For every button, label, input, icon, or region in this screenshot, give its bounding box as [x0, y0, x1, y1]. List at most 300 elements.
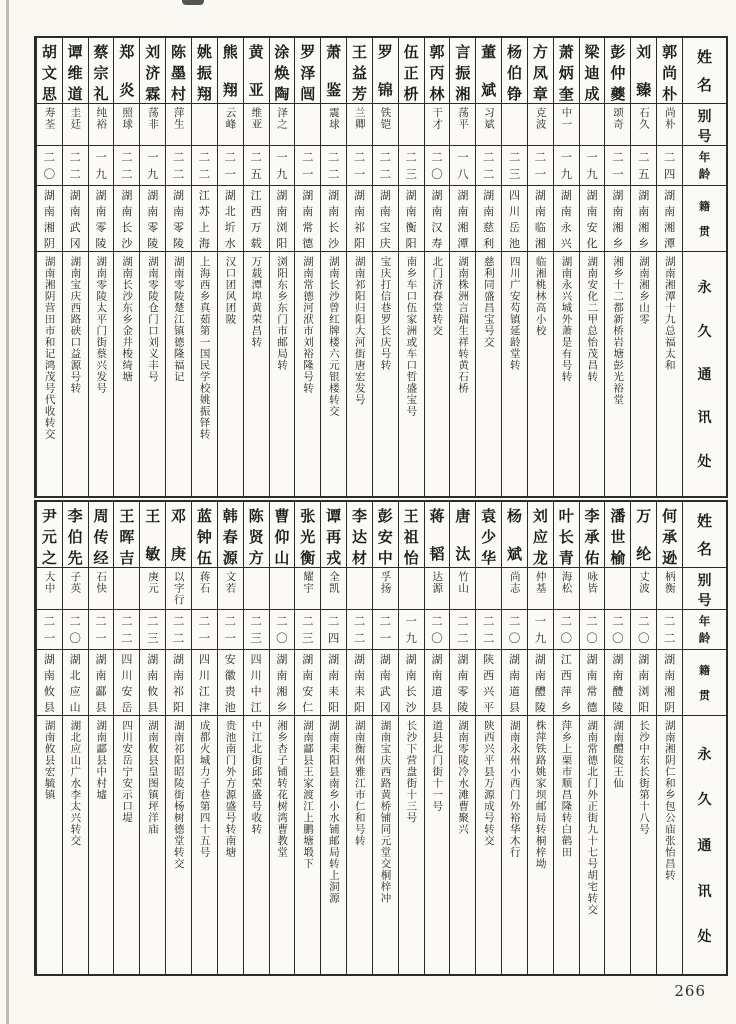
person-age: 二 五	[631, 146, 656, 186]
person-age: 二 〇	[554, 610, 579, 650]
person-native-place: 湖 南 祁 阳	[347, 186, 372, 252]
person-address: 长沙下营盘街十三号	[405, 720, 418, 824]
person-name: 胡 文 思	[37, 38, 62, 104]
person-name: 叶 长 青	[554, 502, 579, 568]
person-native-place: 湖 南 安 仁	[295, 650, 320, 716]
person-column	[139, 38, 165, 496]
person-age: 二 二	[321, 146, 346, 186]
person-alias: 荡平	[450, 104, 475, 146]
person-age: 二 三	[399, 146, 424, 186]
person-column	[36, 502, 62, 974]
person-native-place: 湖 南 攸 县	[37, 650, 62, 716]
header-name-label: 姓 名	[683, 38, 726, 104]
person-alias: 尚朴	[657, 104, 682, 146]
person-alias: 荡非	[140, 104, 165, 146]
person-age: 二 三	[502, 146, 527, 186]
person-column	[165, 38, 191, 496]
person-age: 二 一	[528, 146, 553, 186]
person-alias	[244, 568, 269, 610]
person-address: 湖南湘阴营田市和记鸿茂号代收转交	[43, 256, 56, 440]
header-age-label: 年 龄	[683, 146, 726, 186]
person-name: 熊 翔	[218, 38, 243, 104]
person-native-place: 湖 南 零 陵	[140, 186, 165, 252]
person-address: 贵池南门外方源盛号转南塘	[224, 720, 237, 858]
header-column	[682, 502, 726, 974]
person-native-place: 湖 南 耒 阳	[321, 650, 346, 716]
person-column	[398, 38, 424, 496]
person-name: 蔡 宗 礼	[89, 38, 114, 104]
person-native-place: 湖 南 耒 阳	[347, 650, 372, 716]
person-address: 四川安岳宁安示口堤	[121, 720, 134, 824]
person-name: 王 益 芳	[347, 38, 372, 104]
person-native-place: 湖 南 湘 乡	[631, 186, 656, 252]
person-column	[217, 38, 243, 496]
person-native-place: 湖 北 应 山	[63, 650, 88, 716]
person-alias: 文若	[218, 568, 243, 610]
person-address: 湖南攸县皇图镇坪洋庙	[146, 720, 159, 835]
person-name: 黄 亚	[244, 38, 269, 104]
person-address: 浏阳东乡东门市邮局转	[276, 256, 289, 371]
person-age: 二 二	[114, 610, 139, 650]
person-column	[269, 502, 295, 974]
person-native-place: 湖 南 零 陵	[450, 650, 475, 716]
person-age: 二 二	[347, 610, 372, 650]
person-column	[165, 502, 191, 974]
person-alias: 蒋石	[192, 568, 217, 610]
person-column	[424, 38, 450, 496]
person-address: 道县北门街十一号	[431, 720, 444, 812]
person-age: 二 四	[657, 146, 682, 186]
person-age: 二 〇	[63, 610, 88, 650]
person-native-place: 湖 南 祁 阳	[166, 650, 191, 716]
scan-ink-blot	[182, 0, 204, 5]
person-age: 二 四	[321, 610, 346, 650]
person-column	[449, 38, 475, 496]
person-column	[449, 502, 475, 974]
person-age: 二 一	[347, 146, 372, 186]
person-age: 二 一	[218, 610, 243, 650]
person-age: 二 〇	[425, 146, 450, 186]
person-alias: 海松	[554, 568, 579, 610]
person-age: 二 三	[140, 610, 165, 650]
person-column	[372, 38, 398, 496]
person-age: 一 九	[528, 610, 553, 650]
person-age: 一 九	[580, 146, 605, 186]
person-address: 湖南耒阳县南乡小水铺邮局转上洞源	[327, 720, 340, 904]
person-alias	[114, 568, 139, 610]
person-address: 湖南醴陵王仙	[612, 720, 625, 789]
person-name: 李 伯 先	[63, 502, 88, 568]
person-age: 一 八	[450, 146, 475, 186]
person-name: 萧 鉴	[321, 38, 346, 104]
person-native-place: 湖 南 常 德	[295, 186, 320, 252]
person-address: 湖南株洲言瑞生祥转黄石桥	[457, 256, 470, 394]
person-age: 二 〇	[580, 610, 605, 650]
person-name: 张 光 衡	[295, 502, 320, 568]
person-native-place: 湖 南 醴 陵	[605, 650, 630, 716]
person-address: 湖北应山广水李太兴转交	[69, 720, 82, 847]
person-column	[113, 502, 139, 974]
scan-gutter-line	[6, 0, 9, 1024]
person-address: 慈利同盛昌宝号交	[482, 256, 495, 348]
person-native-place: 湖 南 常 德	[580, 650, 605, 716]
header-address-label: 永 久 通 讯 处	[697, 746, 712, 946]
person-column	[475, 502, 501, 974]
person-name: 董 斌	[476, 38, 501, 104]
person-age: 二 二	[192, 146, 217, 186]
person-name: 罗 泽 闿	[295, 38, 320, 104]
person-age: 一 九	[140, 146, 165, 186]
person-native-place: 湖 南 湘 阴	[657, 650, 682, 716]
person-address: 中江北街邱荣盛号收转	[250, 720, 263, 835]
person-alias: 萍生	[166, 104, 191, 146]
person-alias	[399, 568, 424, 610]
person-name: 王 敏	[140, 502, 165, 568]
person-address: 湖南衡州雅江市仁和号转	[353, 720, 366, 847]
person-column	[191, 38, 217, 496]
person-alias: 孚扬	[373, 568, 398, 610]
person-name: 谭 维 道	[63, 38, 88, 104]
person-alias: 石快	[89, 568, 114, 610]
person-address: 长沙中东长街第十八号	[637, 720, 650, 835]
person-address: 湖南零陵仓门口刘义丰号	[146, 256, 159, 383]
person-alias	[399, 104, 424, 146]
person-name: 唐 汰	[450, 502, 475, 568]
person-alias	[502, 104, 527, 146]
person-age: 二 〇	[502, 610, 527, 650]
person-name: 李 达 材	[347, 502, 372, 568]
person-address: 湖南湘潭十九总福太和	[663, 256, 676, 371]
person-alias	[270, 568, 295, 610]
person-name: 蓝 钟 伍	[192, 502, 217, 568]
person-name: 尹 元 之	[37, 502, 62, 568]
person-age: 二 一	[373, 610, 398, 650]
person-alias	[295, 104, 320, 146]
person-address: 湖南常德河洑市刘裕隆号转	[302, 256, 315, 394]
person-column	[604, 38, 630, 496]
person-address: 湖南零陵太平门街蔡兴发号	[95, 256, 108, 394]
person-alias: 尚志	[502, 568, 527, 610]
person-age: 二 二	[166, 146, 191, 186]
person-column	[36, 38, 62, 496]
person-address: 成都火城力子巷第四十五号	[198, 720, 211, 858]
person-alias: 纯裕	[89, 104, 114, 146]
person-column	[475, 38, 501, 496]
person-alias: 大中	[37, 568, 62, 610]
person-age: 二 二	[476, 146, 501, 186]
person-column	[398, 502, 424, 974]
person-name: 姚 振 翔	[192, 38, 217, 104]
person-alias: 咏皆	[580, 568, 605, 610]
header-address-label: 永 久 通 讯 处	[697, 280, 712, 470]
person-column	[579, 502, 605, 974]
person-column	[139, 502, 165, 974]
person-column	[604, 502, 630, 974]
person-name: 涂 焕 陶	[270, 38, 295, 104]
person-name: 周 传 经	[89, 502, 114, 568]
person-native-place: 湖 南 安 化	[580, 186, 605, 252]
person-native-place: 湖 南 浏 阳	[631, 650, 656, 716]
person-address: 湖南祁阳昭陵街杨树德堂转交	[172, 720, 185, 870]
person-column	[243, 38, 269, 496]
person-age: 一 九	[554, 146, 579, 186]
person-native-place: 湖 南 湘 潭	[657, 186, 682, 252]
person-address: 萍乡上栗市顺昌隆转白鹤田	[560, 720, 573, 858]
person-alias: 铁铠	[373, 104, 398, 146]
person-alias: 克波	[528, 104, 553, 146]
person-name: 郭 丙 林	[425, 38, 450, 104]
person-native-place: 湖 北 圻 水	[218, 186, 243, 252]
person-column	[501, 38, 527, 496]
person-age: 二 〇	[37, 146, 62, 186]
person-name: 陈 墨 村	[166, 38, 191, 104]
person-native-place: 四 川 江 津	[192, 650, 217, 716]
person-age: 二 一	[89, 610, 114, 650]
person-alias: 干才	[425, 104, 450, 146]
person-name: 萧 炳 奎	[554, 38, 579, 104]
person-column	[88, 502, 114, 974]
person-address: 湖南安化二甲总怡茂昌转	[586, 256, 599, 383]
person-name: 刘 济 霖	[140, 38, 165, 104]
person-age: 二 五	[244, 146, 269, 186]
person-age: 二 二	[114, 146, 139, 186]
person-alias: 中一	[554, 104, 579, 146]
person-address: 万载潭埠黄荣昌转	[250, 256, 263, 348]
person-name: 蒋 韬	[425, 502, 450, 568]
person-native-place: 湖 南 永 兴	[554, 186, 579, 252]
person-address: 株萍铁路姚家坝邮局转桐梓坳	[534, 720, 547, 870]
person-native-place: 湖 南 浏 阳	[270, 186, 295, 252]
person-address: 宝庆打信巷罗长庆号转	[379, 256, 392, 371]
person-address: 湖南永州小西门外裕华木行	[508, 720, 521, 858]
person-alias	[605, 568, 630, 610]
person-age: 二 三	[244, 610, 269, 650]
person-column	[579, 38, 605, 496]
person-native-place: 湖 南 长 沙	[114, 186, 139, 252]
person-native-place: 湖 南 慈 利	[476, 186, 501, 252]
person-column	[630, 38, 656, 496]
person-column	[501, 502, 527, 974]
roster-table-bottom	[34, 500, 728, 976]
person-native-place: 湖 南 酃 县	[89, 650, 114, 716]
person-alias	[192, 104, 217, 146]
person-name: 郑 炎	[114, 38, 139, 104]
person-address: 陕西兴平县万源成号转交	[482, 720, 495, 847]
person-name: 王 祖 怡	[399, 502, 424, 568]
person-native-place: 湖 南 长 沙	[399, 650, 424, 716]
person-address: 湖南长沙东乡金井梭绮塘	[121, 256, 134, 383]
header-name-label: 姓 名	[683, 502, 726, 568]
person-address: 上海西乡真茹第一国民学校姚振铎转	[198, 256, 211, 440]
person-native-place: 湖 南 零 陵	[166, 186, 191, 252]
person-age: 二 二	[476, 610, 501, 650]
person-name: 言 振 湘	[450, 38, 475, 104]
person-column	[62, 502, 88, 974]
person-age: 二 〇	[605, 610, 630, 650]
person-native-place: 湖 南 湘 阴	[37, 186, 62, 252]
person-column	[424, 502, 450, 974]
person-alias: 丈波	[631, 568, 656, 610]
person-column	[294, 38, 320, 496]
person-name: 李 承 佑	[580, 502, 605, 568]
person-address: 湖南酃县王家渡江上鹏塘塅下	[302, 720, 315, 870]
person-alias: 石久	[631, 104, 656, 146]
person-column	[320, 502, 346, 974]
header-place-label: 籍 贯	[683, 186, 726, 252]
person-age: 二 一	[295, 146, 320, 186]
person-alias: 泽之	[270, 104, 295, 146]
person-column	[553, 38, 579, 496]
person-address: 湖南湘乡山零	[637, 256, 650, 325]
person-name: 杨 斌	[502, 502, 527, 568]
person-address: 湖南长沙曾红牌楼六元银楼转交	[327, 256, 340, 417]
person-native-place: 四 川 岳 池	[502, 186, 527, 252]
person-alias: 达源	[425, 568, 450, 610]
person-alias: 习斌	[476, 104, 501, 146]
person-native-place: 湖 南 道 县	[502, 650, 527, 716]
person-address: 湖南酃县中村墟	[95, 720, 108, 801]
person-native-place: 湖 南 零 陵	[89, 186, 114, 252]
person-address: 湖南祁阳归阳大河街唐宏发号	[353, 256, 366, 406]
person-native-place: 湖 南 武 冈	[373, 650, 398, 716]
person-age: 二 〇	[631, 610, 656, 650]
person-native-place: 湖 南 湘 潭	[450, 186, 475, 252]
person-native-place: 湖 南 汉 寿	[425, 186, 450, 252]
person-name: 陈 贤 方	[244, 502, 269, 568]
person-age: 一 九	[399, 610, 424, 650]
person-name: 曹 仰 山	[270, 502, 295, 568]
person-address: 湖南零陵冷水滩曹聚兴	[457, 720, 470, 835]
person-native-place: 湖 南 衡 阳	[399, 186, 424, 252]
person-column	[191, 502, 217, 974]
person-address: 湖南常德北门外正街九十七号胡宅转交	[586, 720, 599, 916]
person-name: 潘 世 榆	[605, 502, 630, 568]
person-age: 二 〇	[425, 610, 450, 650]
person-column	[630, 502, 656, 974]
person-name: 方 凤 章	[528, 38, 553, 104]
person-native-place: 湖 南 湘 乡	[605, 186, 630, 252]
person-alias: 全凯	[321, 568, 346, 610]
person-column	[243, 502, 269, 974]
person-age: 二 一	[192, 610, 217, 650]
person-column	[62, 38, 88, 496]
person-address: 湖南攸县宏毓镇	[43, 720, 56, 801]
person-alias: 竹山	[450, 568, 475, 610]
person-column	[88, 38, 114, 496]
person-column	[269, 38, 295, 496]
person-alias: 子英	[63, 568, 88, 610]
person-native-place: 江 西 万 载	[244, 186, 269, 252]
person-column	[527, 502, 553, 974]
person-column	[294, 502, 320, 974]
person-age: 二 一	[37, 610, 62, 650]
person-age: 二 一	[218, 146, 243, 186]
person-column	[217, 502, 243, 974]
person-alias: 颂奇	[605, 104, 630, 146]
person-age: 一 九	[270, 146, 295, 186]
person-name: 梁 迪 成	[580, 38, 605, 104]
person-name: 刘 臻	[631, 38, 656, 104]
person-alias: 维亚	[244, 104, 269, 146]
person-address: 南乡车口伍家洲或车口哲盛宝号	[405, 256, 418, 417]
person-name: 刘 应 龙	[528, 502, 553, 568]
person-column	[553, 502, 579, 974]
person-native-place: 四 川 安 岳	[114, 650, 139, 716]
person-alias: 柄衡	[657, 568, 682, 610]
header-age-label: 年 龄	[683, 610, 726, 650]
person-alias: 震球	[321, 104, 346, 146]
person-address: 湖南宝庆西路硖口益源号转	[69, 256, 82, 394]
header-column	[682, 38, 726, 496]
person-alias	[580, 104, 605, 146]
person-address: 汉口团风团陂	[224, 256, 237, 325]
person-native-place: 四 川 中 江	[244, 650, 269, 716]
person-address: 湖南零陵楚江镇德隆福记	[172, 256, 185, 383]
person-alias: 圭廷	[63, 104, 88, 146]
person-alias: 寿荃	[37, 104, 62, 146]
person-address: 湘乡杏子铺转花树湾曹教堂	[276, 720, 289, 858]
person-age: 二 〇	[270, 610, 295, 650]
person-native-place: 湖 南 道 县	[425, 650, 450, 716]
person-native-place: 安 徽 贵 池	[218, 650, 243, 716]
person-name: 王 晖 吉	[114, 502, 139, 568]
person-name: 万 纶	[631, 502, 656, 568]
person-native-place: 湖 南 长 沙	[321, 186, 346, 252]
person-name: 郭 尚 朴	[657, 38, 682, 104]
person-age: 二 二	[450, 610, 475, 650]
person-name: 邓 庚	[166, 502, 191, 568]
person-address: 北门济春堂转交	[431, 256, 444, 337]
person-age: 二 二	[166, 610, 191, 650]
person-address: 湖南宝庆西路黄桥铺同元堂交桐梓冲	[379, 720, 392, 904]
person-column	[320, 38, 346, 496]
person-native-place: 湖 南 醴 陵	[528, 650, 553, 716]
person-native-place: 江 苏 上 海	[192, 186, 217, 252]
person-age: 二 二	[63, 146, 88, 186]
person-name: 彭 仲 夔	[605, 38, 630, 104]
person-native-place: 湖 南 攸 县	[140, 650, 165, 716]
person-column	[656, 38, 682, 496]
person-column	[346, 38, 372, 496]
header-alias-label: 别 号	[683, 104, 726, 146]
person-age: 一 九	[89, 146, 114, 186]
person-name: 何 承 逊	[657, 502, 682, 568]
person-age: 二 二	[373, 146, 398, 186]
person-name: 袁 少 华	[476, 502, 501, 568]
person-alias: 以字行	[166, 568, 191, 610]
person-column	[656, 502, 682, 974]
person-native-place: 湖 南 临 湘	[528, 186, 553, 252]
roster-table-top	[34, 36, 728, 498]
person-address: 湖南湘阴仁和乡包公庙张怡昌转	[663, 720, 676, 881]
person-address: 湖南永兴城外萧是有号转	[560, 256, 573, 383]
person-column	[527, 38, 553, 496]
header-alias-label: 别 号	[683, 568, 726, 610]
person-alias	[347, 568, 372, 610]
person-name: 罗 锦	[373, 38, 398, 104]
person-name: 杨 伯 铮	[502, 38, 527, 104]
person-alias: 仲基	[528, 568, 553, 610]
person-native-place: 江 西 萍 乡	[554, 650, 579, 716]
person-native-place: 湖 南 武 冈	[63, 186, 88, 252]
person-address: 湘乡十二都新桥岩塘彭光裕堂	[612, 256, 625, 406]
person-age: 二 一	[605, 146, 630, 186]
person-name: 彭 安 中	[373, 502, 398, 568]
person-column	[372, 502, 398, 974]
person-native-place: 陕 西 兴 平	[476, 650, 501, 716]
person-native-place: 湖 南 湘 乡	[270, 650, 295, 716]
person-alias: 云峰	[218, 104, 243, 146]
